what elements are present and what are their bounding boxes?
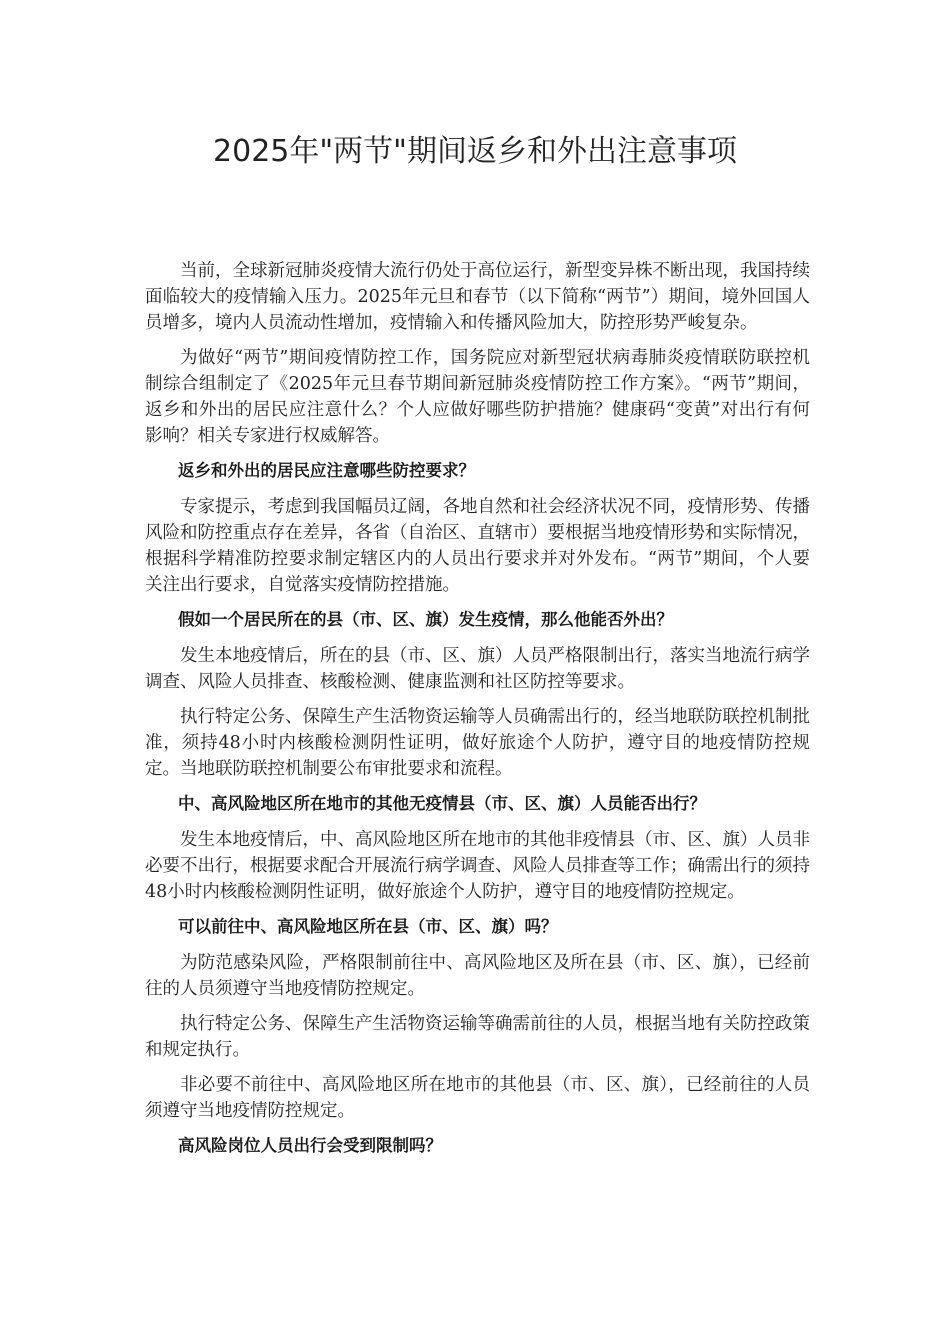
question-heading: 返乡和外出的居民应注意哪些防控要求？ [178,461,475,480]
question-heading: 可以前往中、高风险地区所在县（市、区、旗）吗？ [178,917,558,936]
document-body [145,258,810,1169]
body-paragraph: 为防范感染风险，严格限制前往中、高风险地区及所在县（市、区、旗），已经前往的人员须遵守当地疫情防控规定。 [145,953,810,999]
body-paragraph: 为做好“两节”期间疫情防控工作，国务院应对新型冠状病毒肺炎疫情联防联控机制综合组制定了《2025年元旦春节期间新冠肺炎疫情防控工作方案》。“两节”期间，返乡和外出的居民应注意什么？个人应做好哪些防护措施？健康码“变黄”对出行有何影响？相关专家进行权威解答。 [145,348,810,446]
question-heading: 假如一个居民所在的县（市、区、旗）发生疫情，那么他能否外出？ [178,610,673,629]
body-paragraph: 执行特定公务、保障生产生活物资运输等人员确需出行的，经当地联防联控机制批准，须持48小时内核酸检测阴性证明，做好旅途个人防护，遵守目的地疫情防控规定。当地联防联控机制要公布审批要求和流程。 [145,707,810,779]
document-title: 2025年"两节"期间返乡和外出注意事项 [213,134,737,169]
question-heading: 高风险岗位人员出行会受到限制吗？ [178,1136,442,1155]
body-paragraph: 当前，全球新冠肺炎疫情大流行仍处于高位运行，新型变异株不断出现，我国持续面临较大的疫情输入压力。2025年元旦和春节（以下简称“两节”）期间，境外回国人员增多，境内人员流动性增加，疫情输入和传播风险加大，防控形势严峻复杂。 [145,261,810,333]
body-paragraph: 专家提示，考虑到我国幅员辽阔，各地自然和社会经济状况不同，疫情形势、传播风险和防控重点存在差异，各省（自治区、直辖市）要根据当地疫情形势和实际情况，根据科学精准防控要求制定辖区内的人员出行要求并对外发布。“两节”期间，个人要关注出行要求，自觉落实疫情防控措施。 [145,497,810,595]
body-paragraph: 发生本地疫情后，所在的县（市、区、旗）人员严格限制出行，落实当地流行病学调查、风险人员排查、核酸检测、健康监测和社区防控等要求。 [145,646,810,692]
body-paragraph: 发生本地疫情后，中、高风险地区所在地市的其他非疫情县（市、区、旗）人员非必要不出行，根据要求配合开展流行病学调查、风险人员排查等工作；确需出行的须持48小时内核酸检测阴性证明，做好旅途个人防护，遵守目的地疫情防控规定。 [145,830,810,902]
question-heading: 中、高风险地区所在地市的其他无疫情县（市、区、旗）人员能否出行？ [178,794,706,813]
body-paragraph: 执行特定公务、保障生产生活物资运输等确需前往的人员，根据当地有关防控政策和规定执行。 [145,1014,810,1060]
body-paragraph: 非必要不前往中、高风险地区所在地市的其他县（市、区、旗），已经前往的人员须遵守当地疫情防控规定。 [145,1075,810,1121]
